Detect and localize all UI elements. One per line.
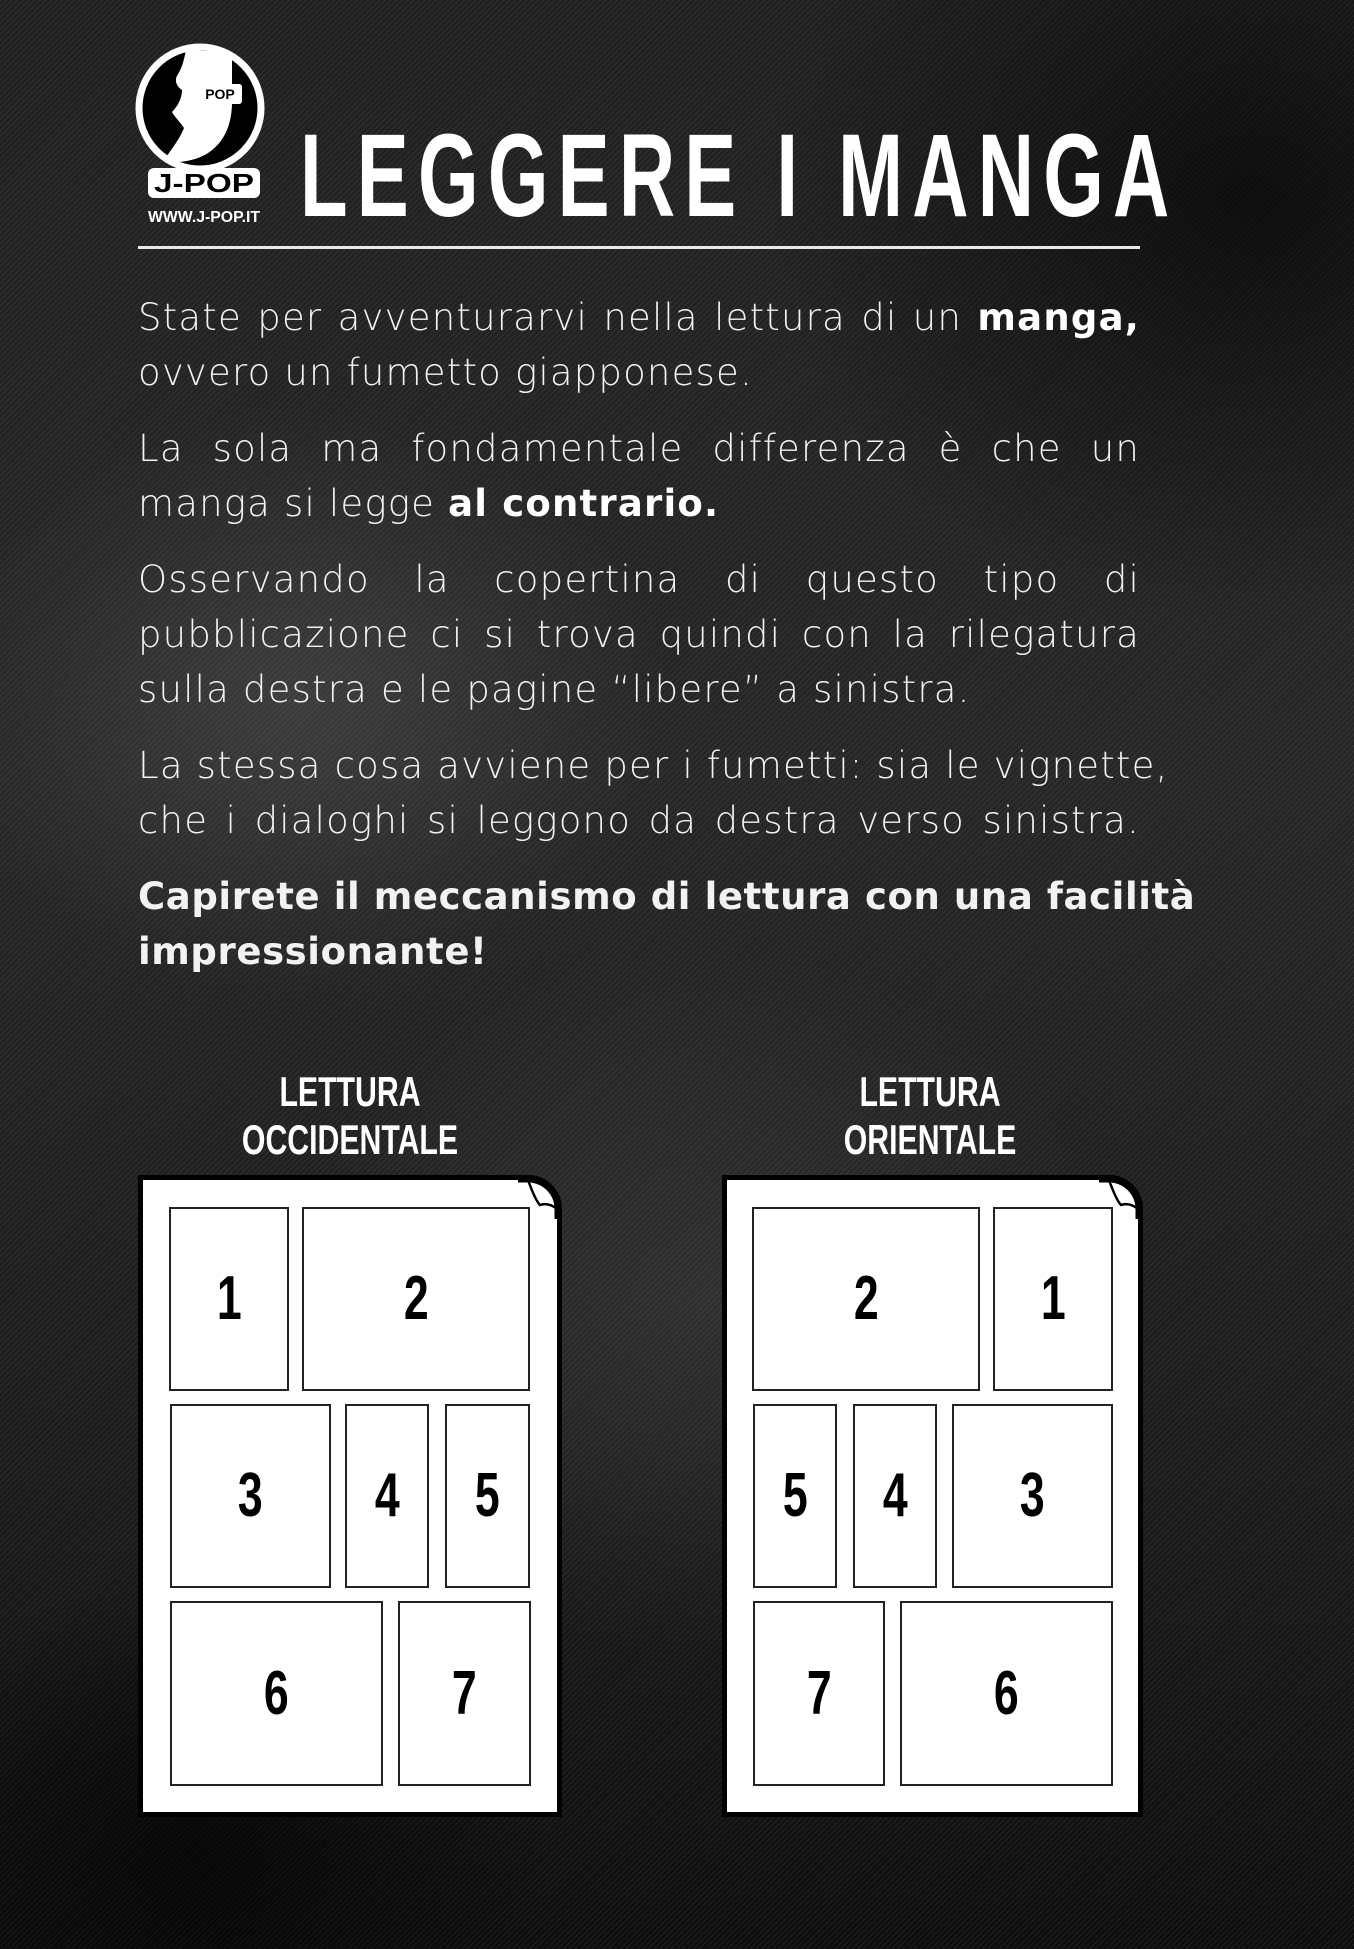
emphasis-manga: manga, bbox=[977, 296, 1140, 339]
panel-number: 3 bbox=[1020, 1461, 1045, 1530]
panel-5 bbox=[445, 1404, 530, 1588]
j-pop-logo bbox=[134, 42, 274, 228]
paragraph-1-line-1 bbox=[138, 290, 1140, 345]
panel-number: 3 bbox=[238, 1461, 263, 1530]
label-line-1: LETTURA bbox=[279, 1068, 421, 1115]
paragraph-5 bbox=[138, 869, 1196, 979]
paragraph-3-line-1: Osservando la copertina di questo tipo di bbox=[138, 558, 1140, 601]
panel-4 bbox=[345, 1404, 429, 1588]
panel-number: 6 bbox=[264, 1658, 289, 1728]
panel-6 bbox=[170, 1601, 383, 1786]
intro-text bbox=[138, 290, 1196, 1000]
paragraph-4-line-2: che i dialoghi si leggono da destra verso sinistra. bbox=[138, 799, 1140, 842]
panel-3 bbox=[170, 1404, 331, 1588]
western-reading-label bbox=[206, 1068, 494, 1164]
panel-number: 7 bbox=[452, 1658, 477, 1728]
panel-1 bbox=[993, 1207, 1113, 1391]
panel-number: 5 bbox=[475, 1461, 500, 1530]
western-page-diagram bbox=[138, 1175, 562, 1817]
eastern-reading-label bbox=[786, 1068, 1074, 1164]
paragraph-2-line-2 bbox=[138, 476, 1140, 531]
emphasis-al-contrario: al contrario. bbox=[448, 482, 720, 525]
j-pop-logo-icon bbox=[134, 42, 274, 228]
label-line-2: ORIENTALE bbox=[843, 1116, 1017, 1163]
paragraph-4-line-1: La stessa cosa avviene per i fumetti: sia le vignette, bbox=[138, 744, 1169, 787]
panel-number: 2 bbox=[403, 1264, 429, 1333]
panel-number: 5 bbox=[782, 1461, 808, 1530]
panel-2 bbox=[752, 1207, 980, 1391]
paragraph-3 bbox=[138, 552, 1140, 717]
paragraph-1-line-2: ovvero un fumetto giapponese. bbox=[138, 351, 753, 394]
title-divider bbox=[138, 246, 1140, 249]
svg-text:J-POP: J-POP bbox=[154, 168, 254, 198]
svg-text:POP: POP bbox=[205, 86, 235, 102]
paragraph-3-line-2: pubblicazione ci si trova quindi con la rilegatura bbox=[138, 613, 1140, 656]
panel-number: 6 bbox=[994, 1658, 1019, 1728]
paragraph-5-line-2: impressionante! bbox=[138, 930, 488, 973]
svg-text:WWW.J-POP.IT: WWW.J-POP.IT bbox=[148, 209, 261, 226]
panel-3 bbox=[952, 1404, 1113, 1588]
panel-6 bbox=[900, 1601, 1113, 1786]
panel-number: 4 bbox=[882, 1461, 908, 1530]
paragraph-1 bbox=[138, 290, 1140, 400]
panel-number: 2 bbox=[853, 1264, 879, 1333]
panel-5 bbox=[753, 1404, 837, 1588]
panel-number: 1 bbox=[216, 1264, 242, 1333]
panel-7 bbox=[398, 1601, 531, 1786]
page-title: LEGGERE I MANGA bbox=[300, 110, 1179, 242]
paragraph-2-line-1: La sola ma fondamentale differenza è che un bbox=[138, 427, 1140, 470]
panel-4 bbox=[853, 1404, 937, 1588]
panel-7 bbox=[753, 1601, 885, 1786]
paragraph-5-line-1: Capirete il meccanismo di lettura con una facilità bbox=[138, 875, 1196, 918]
paragraph-3-line-3: sulla destra e le pagine “libere” a sinistra. bbox=[138, 668, 971, 711]
eastern-page-diagram bbox=[722, 1175, 1143, 1817]
panel-number: 1 bbox=[1040, 1264, 1066, 1333]
paragraph-4 bbox=[138, 738, 1169, 848]
panel-number: 4 bbox=[374, 1461, 400, 1530]
panel-2 bbox=[302, 1207, 530, 1391]
label-line-2: OCCIDENTALE bbox=[241, 1116, 459, 1163]
text-span: State per avventurarvi nella lettura di un bbox=[138, 296, 978, 339]
panel-number: 7 bbox=[806, 1658, 832, 1728]
label-line-1: LETTURA bbox=[859, 1068, 1001, 1115]
paragraph-2 bbox=[138, 421, 1140, 531]
panel-1 bbox=[169, 1207, 289, 1391]
text-span: manga si legge bbox=[138, 482, 449, 525]
